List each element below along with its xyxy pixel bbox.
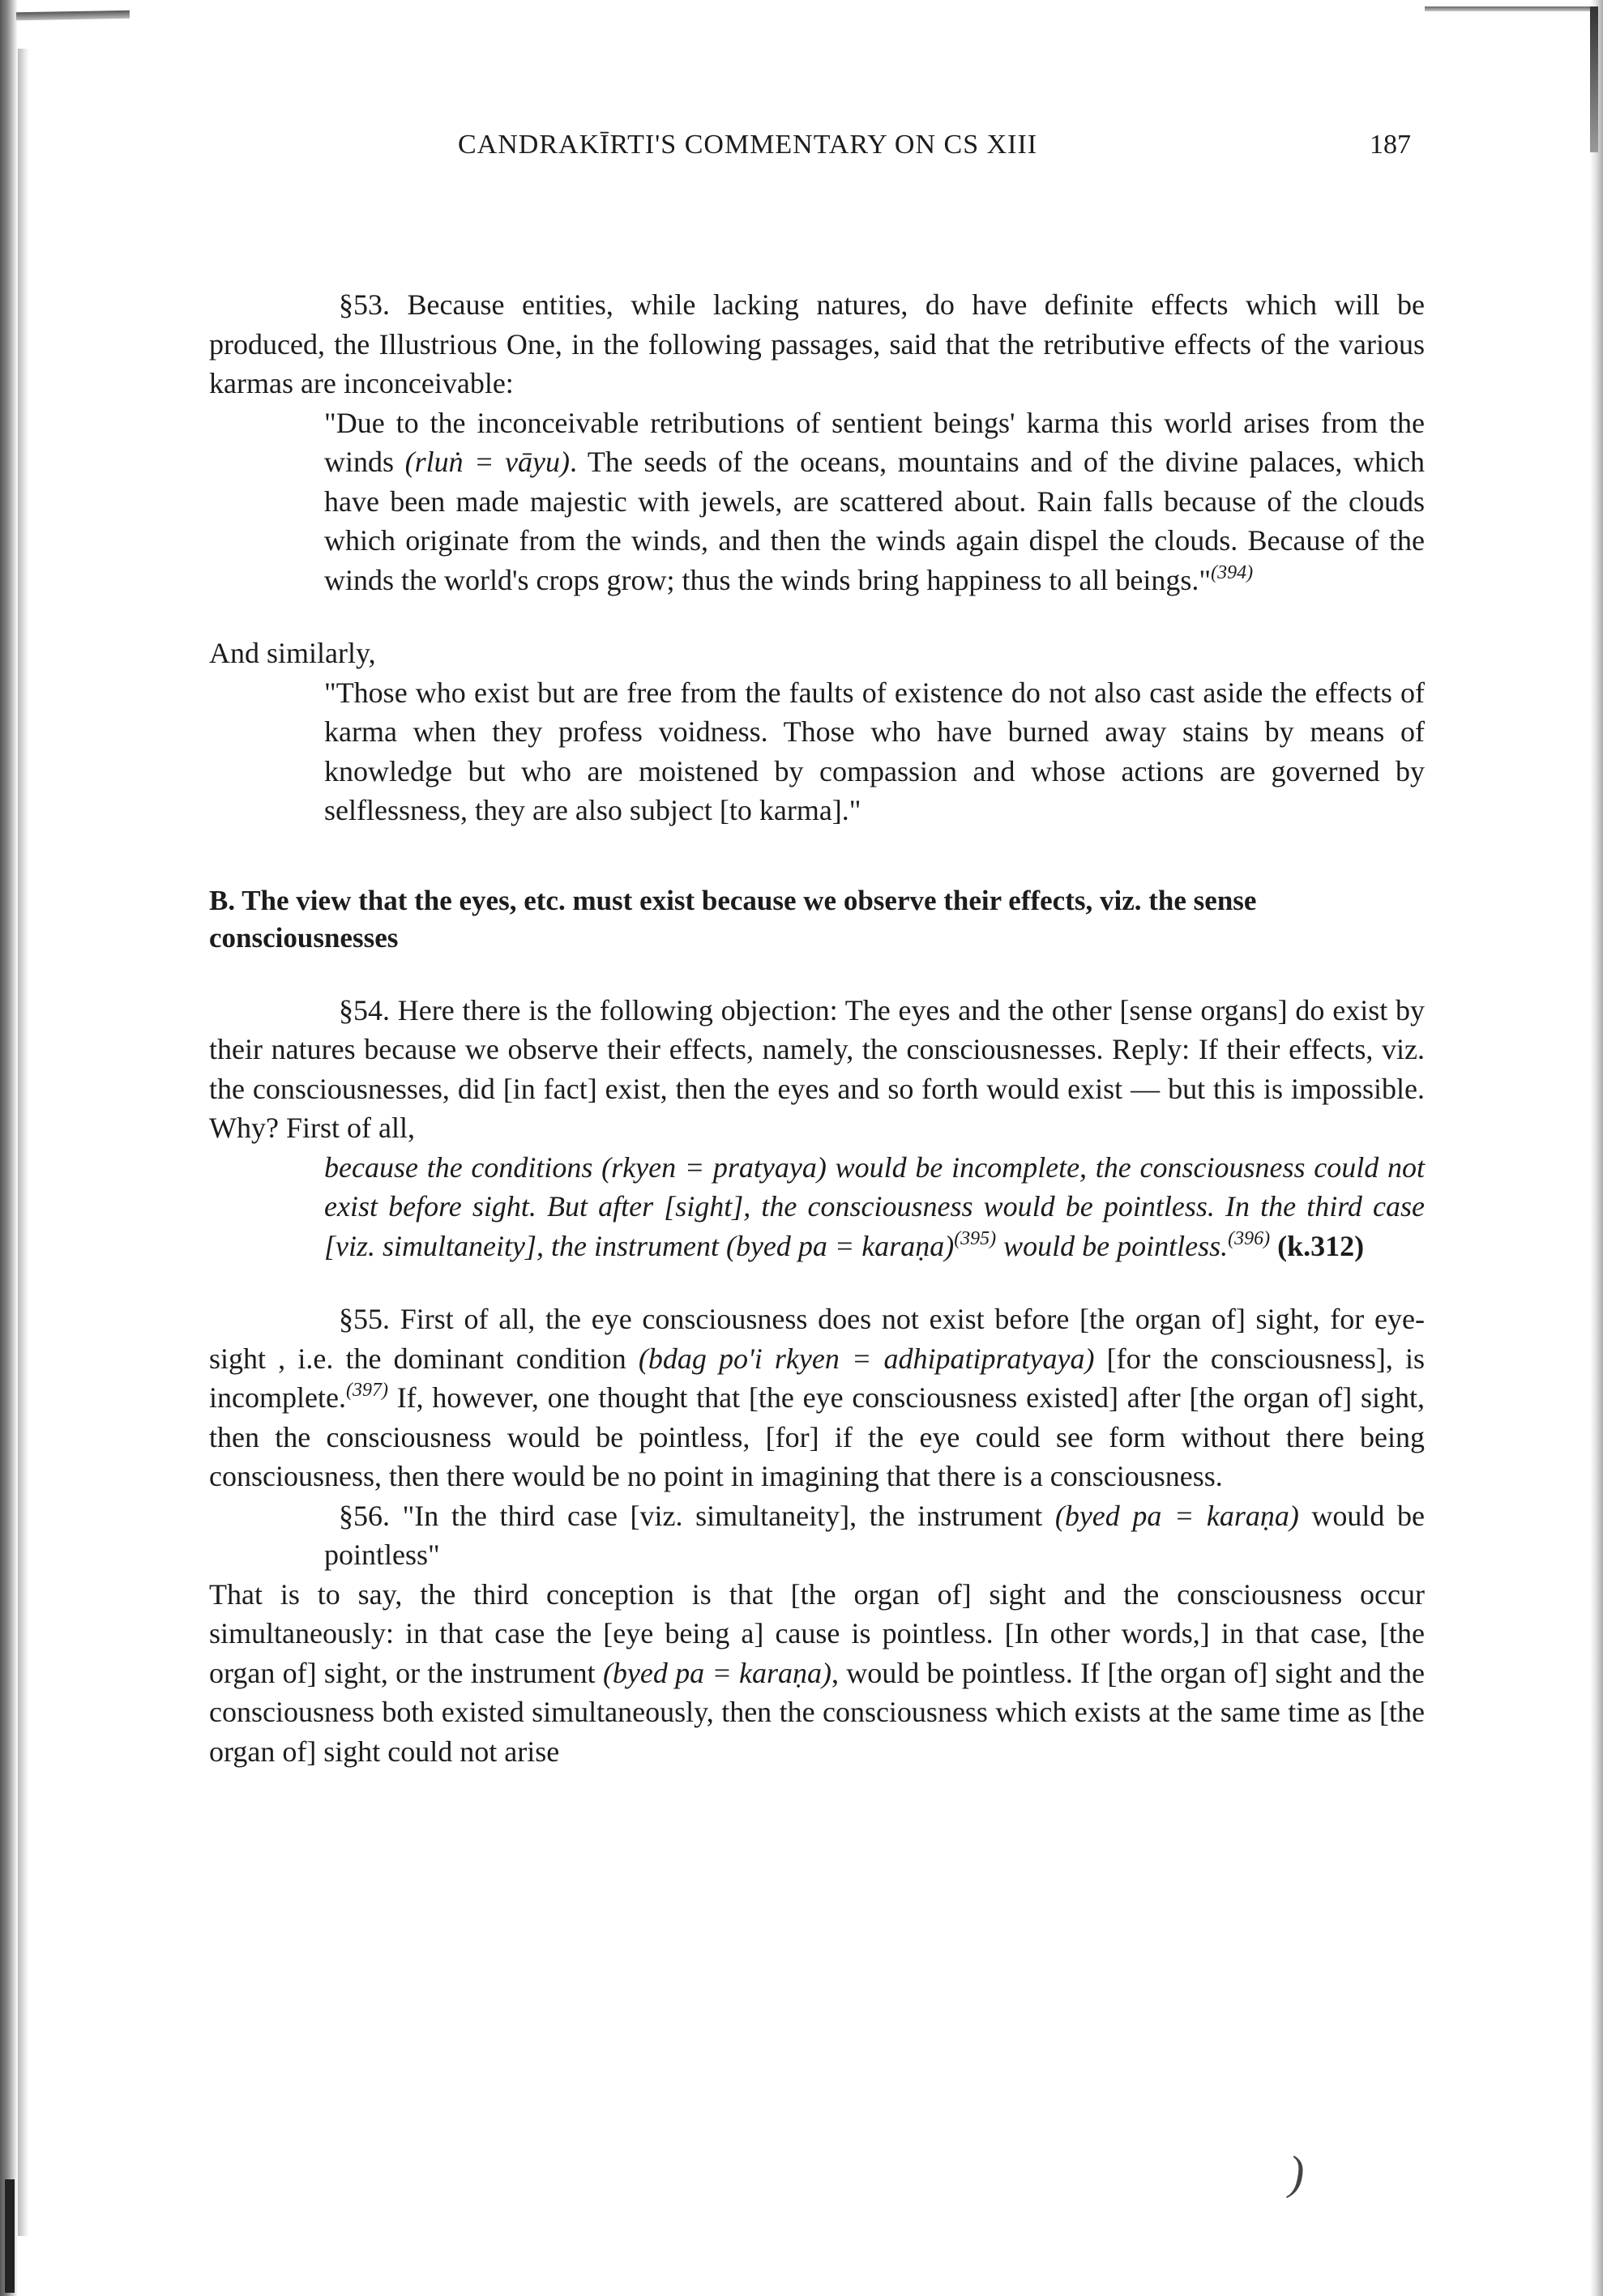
running-title: CANDRAKĪRTI'S COMMENTARY ON CS XIII [458, 130, 1038, 160]
paragraph-53-intro: §53. Because entities, while lacking natures, do have definite effects which will be produced, the Illustrious One, in the following passages, said that the retributive effects of the various karmas are inconceivable: [209, 288, 1425, 399]
paragraph-56 [209, 1575, 1425, 1772]
paragraph-56-lead [324, 1496, 1425, 1575]
paragraph-56-lead-end: would be pointless" [324, 1499, 1425, 1571]
paragraph-55-text-3: If, however, one thought that [the eye consciousness existed] after [the organ of] sight, then the consciousness would be pointless, [for] if the eye could see form without there being consciousness, then there would be no point in imagining that there is a consciousness. [209, 1381, 1425, 1492]
scan-edge-left-bottom [5, 2179, 15, 2293]
paragraph-56-text-2: , would be pointless. If [the organ of] sight and the consciousness both existed simultaneously, then the consciousness which exists at the same time as [the organ of] sight could not arise [209, 1656, 1425, 1768]
scan-edge-right-dark [1590, 6, 1598, 152]
quote-winds [324, 403, 1425, 600]
margin-mark: ) [1289, 2146, 1305, 2199]
paragraph-56-text-1: That is to say, the third conception is that [the organ of] sight and the consciousness occur simultaneously: in that case the [eye being a] cause is pointless. [In other words,] in that case, [the organ of] sight, or the instrument [209, 1577, 1425, 1689]
section-b-heading: B. The view that the eyes, etc. must exist because we observe their effects, viz. the sense consciousnesses [209, 884, 1257, 954]
footnote-ref-394: (394) [1211, 561, 1254, 583]
verse-text-1: because the conditions (rkyen = pratyaya) would be incomplete, the consciousness could not exist before sight. But after [sight], the consciousness would be pointless. In the third case [viz. simultaneity], the instrument (byed pa = karaṇa) [324, 1150, 1425, 1262]
quote-winds-text-2: . The seeds of the oceans, mountains and of the divine palaces, which have been made majestic with jewels, are scattered about. Rain falls because of the clouds which originate from the winds, and then the winds again dispel the clouds. Because of the winds the world's crops grow; thus the winds bring happiness to all beings." [324, 446, 1425, 596]
verse-reference: (k.312) [1277, 1229, 1365, 1262]
paragraph-56-lead-term: (byed pa = karaṇa) [1054, 1499, 1299, 1532]
footnote-ref-395: (395) [954, 1227, 997, 1249]
scan-edge-left [0, 0, 18, 2296]
scan-edge-left-shadow [18, 49, 29, 2236]
verse-text-2: would be pointless. [996, 1229, 1229, 1262]
paragraph-56-lead-text: §56. "In the third case [viz. simultaneity], the instrument [339, 1499, 1055, 1532]
paragraph-55-term: (bdag po'i rkyen = adhipatipratyaya) [638, 1342, 1095, 1375]
paragraph-55-text-2: [for the consciousness], is incomplete. [209, 1342, 1425, 1414]
scan-edge-top-right [1425, 6, 1595, 11]
footnote-ref-397: (397) [345, 1380, 388, 1401]
paragraph-55 [209, 1300, 1425, 1496]
footnote-ref-396: (396) [1228, 1227, 1271, 1249]
quote-winds-term: (rluṅ = vāyu) [404, 446, 570, 478]
page-number: 187 [1370, 130, 1411, 160]
paragraph-56-term: (byed pa = karaṇa) [602, 1656, 831, 1689]
paragraph-55-text-1: §55. First of all, the eye consciousness does not exist before [the organ of] sight, for eye-sight , i.e. the dominant condition [209, 1303, 1425, 1375]
paragraph-54: §54. Here there is the following objection: The eyes and the other [sense organs] do exist by their natures because we observe their effects, namely, the consciousnesses. Reply: If their effects, viz. the consciousnesses, did [in fact] exist, then the eyes and so forth would exist — but this is impossible. Why? First of all, [209, 993, 1425, 1144]
and-similarly: And similarly, [209, 637, 376, 669]
quote-voidness: "Those who exist but are free from the faults of existence do not also cast aside the effects of karma when they profess voidness. Those who have burned away stains by means of knowledge but who are moistened by compassion and whose actions are governed by selflessness, they are also subject [to karma]." [324, 676, 1425, 826]
scan-edge-top-left [16, 11, 130, 20]
verse-k312 [324, 1148, 1425, 1266]
quote-winds-text-1: "Due to the inconceivable retributions of sentient beings' karma this world arises from the winds [324, 406, 1425, 478]
page-body [209, 285, 1425, 1771]
scan-edge-right [1590, 0, 1603, 2296]
